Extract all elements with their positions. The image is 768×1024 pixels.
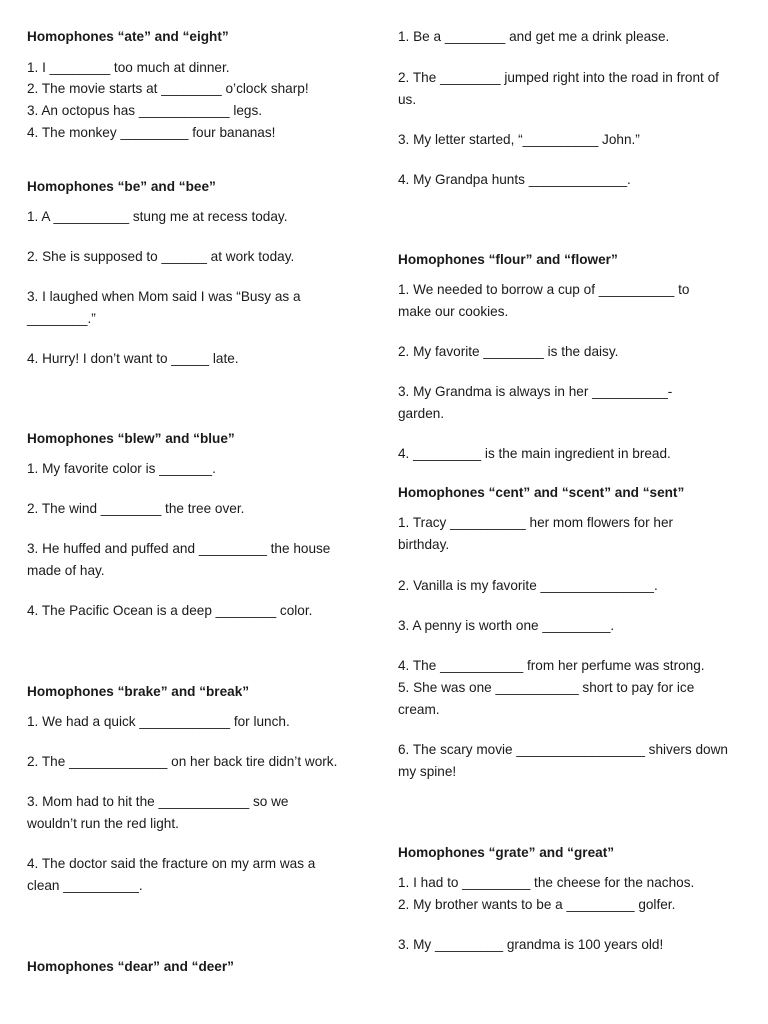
section-heading: Homophones “dear” and “deer” bbox=[27, 959, 234, 974]
question-item: 2. The movie starts at ________ o’clock sharp! bbox=[27, 81, 309, 96]
question-item: 1. I had to _________ the cheese for the nachos. bbox=[398, 875, 695, 890]
question-item: 3. My letter started, “__________ John.” bbox=[398, 132, 640, 147]
question-item: 2. The wind ________ the tree over. bbox=[27, 501, 245, 516]
question-item: 2. The ________ jumped right into the road in front of us. bbox=[398, 70, 719, 107]
question-item: 1. A __________ stung me at recess today. bbox=[27, 209, 288, 224]
question-item: 4. The doctor said the fracture on my arm was a clean __________. bbox=[27, 856, 316, 893]
question-item: 4. My Grandpa hunts _____________. bbox=[398, 172, 631, 187]
question-item: 2. The _____________ on her back tire didn’t work. bbox=[27, 754, 338, 769]
section-heading: Homophones “ate” and “eight” bbox=[27, 29, 229, 44]
question-item: 3. He huffed and puffed and _________ the house made of hay. bbox=[27, 541, 331, 578]
question-item: 4. The Pacific Ocean is a deep ________ color. bbox=[27, 603, 313, 618]
question-item: 4. The monkey _________ four bananas! bbox=[27, 125, 276, 140]
question-item: 4. Hurry! I don’t want to _____ late. bbox=[27, 351, 239, 366]
question-item: 2. My favorite ________ is the daisy. bbox=[398, 344, 619, 359]
question-item: 3. Mom had to hit the ____________ so we wouldn’t run the red light. bbox=[27, 794, 289, 831]
question-item: 3. I laughed when Mom said I was “Busy as a ________.” bbox=[27, 289, 301, 326]
question-item: 1. I ________ too much at dinner. bbox=[27, 60, 230, 75]
section-heading: Homophones “cent” and “scent” and “sent” bbox=[398, 485, 685, 500]
question-item: 4. _________ is the main ingredient in bread. bbox=[398, 446, 671, 461]
question-item: 6. The scary movie _________________ shivers down my spine! bbox=[398, 742, 728, 779]
question-item: 1. We needed to borrow a cup of __________ to make our cookies. bbox=[398, 282, 690, 319]
question-item: 1. Be a ________ and get me a drink please. bbox=[398, 29, 670, 44]
question-item: 3. A penny is worth one _________. bbox=[398, 618, 615, 633]
question-item: 3. My _________ grandma is 100 years old! bbox=[398, 937, 664, 952]
question-item: 4. The ___________ from her perfume was strong. bbox=[398, 658, 705, 673]
question-item: 1. Tracy __________ her mom flowers for her birthday. bbox=[398, 515, 674, 552]
section-heading: Homophones “be” and “bee” bbox=[27, 179, 216, 194]
section-heading: Homophones “grate” and “great” bbox=[398, 845, 615, 860]
question-item: 5. She was one ___________ short to pay for ice cream. bbox=[398, 680, 695, 717]
section-heading: Homophones “brake” and “break” bbox=[27, 684, 250, 699]
section-heading: Homophones “flour” and “flower” bbox=[398, 252, 618, 267]
question-item: 2. She is supposed to ______ at work today. bbox=[27, 249, 295, 264]
question-item: 2. My brother wants to be a _________ golfer. bbox=[398, 897, 676, 912]
question-item: 1. My favorite color is _______. bbox=[27, 461, 216, 476]
section-ate-eight bbox=[27, 26, 357, 48]
question-item: 2. Vanilla is my favorite _______________. bbox=[398, 578, 658, 593]
question-item: 1. We had a quick ____________ for lunch. bbox=[27, 714, 290, 729]
question-item: 3. An octopus has ____________ legs. bbox=[27, 103, 263, 118]
question-item: 3. My Grandma is always in her __________-garden. bbox=[398, 384, 673, 421]
section-heading: Homophones “blew” and “blue” bbox=[27, 431, 235, 446]
